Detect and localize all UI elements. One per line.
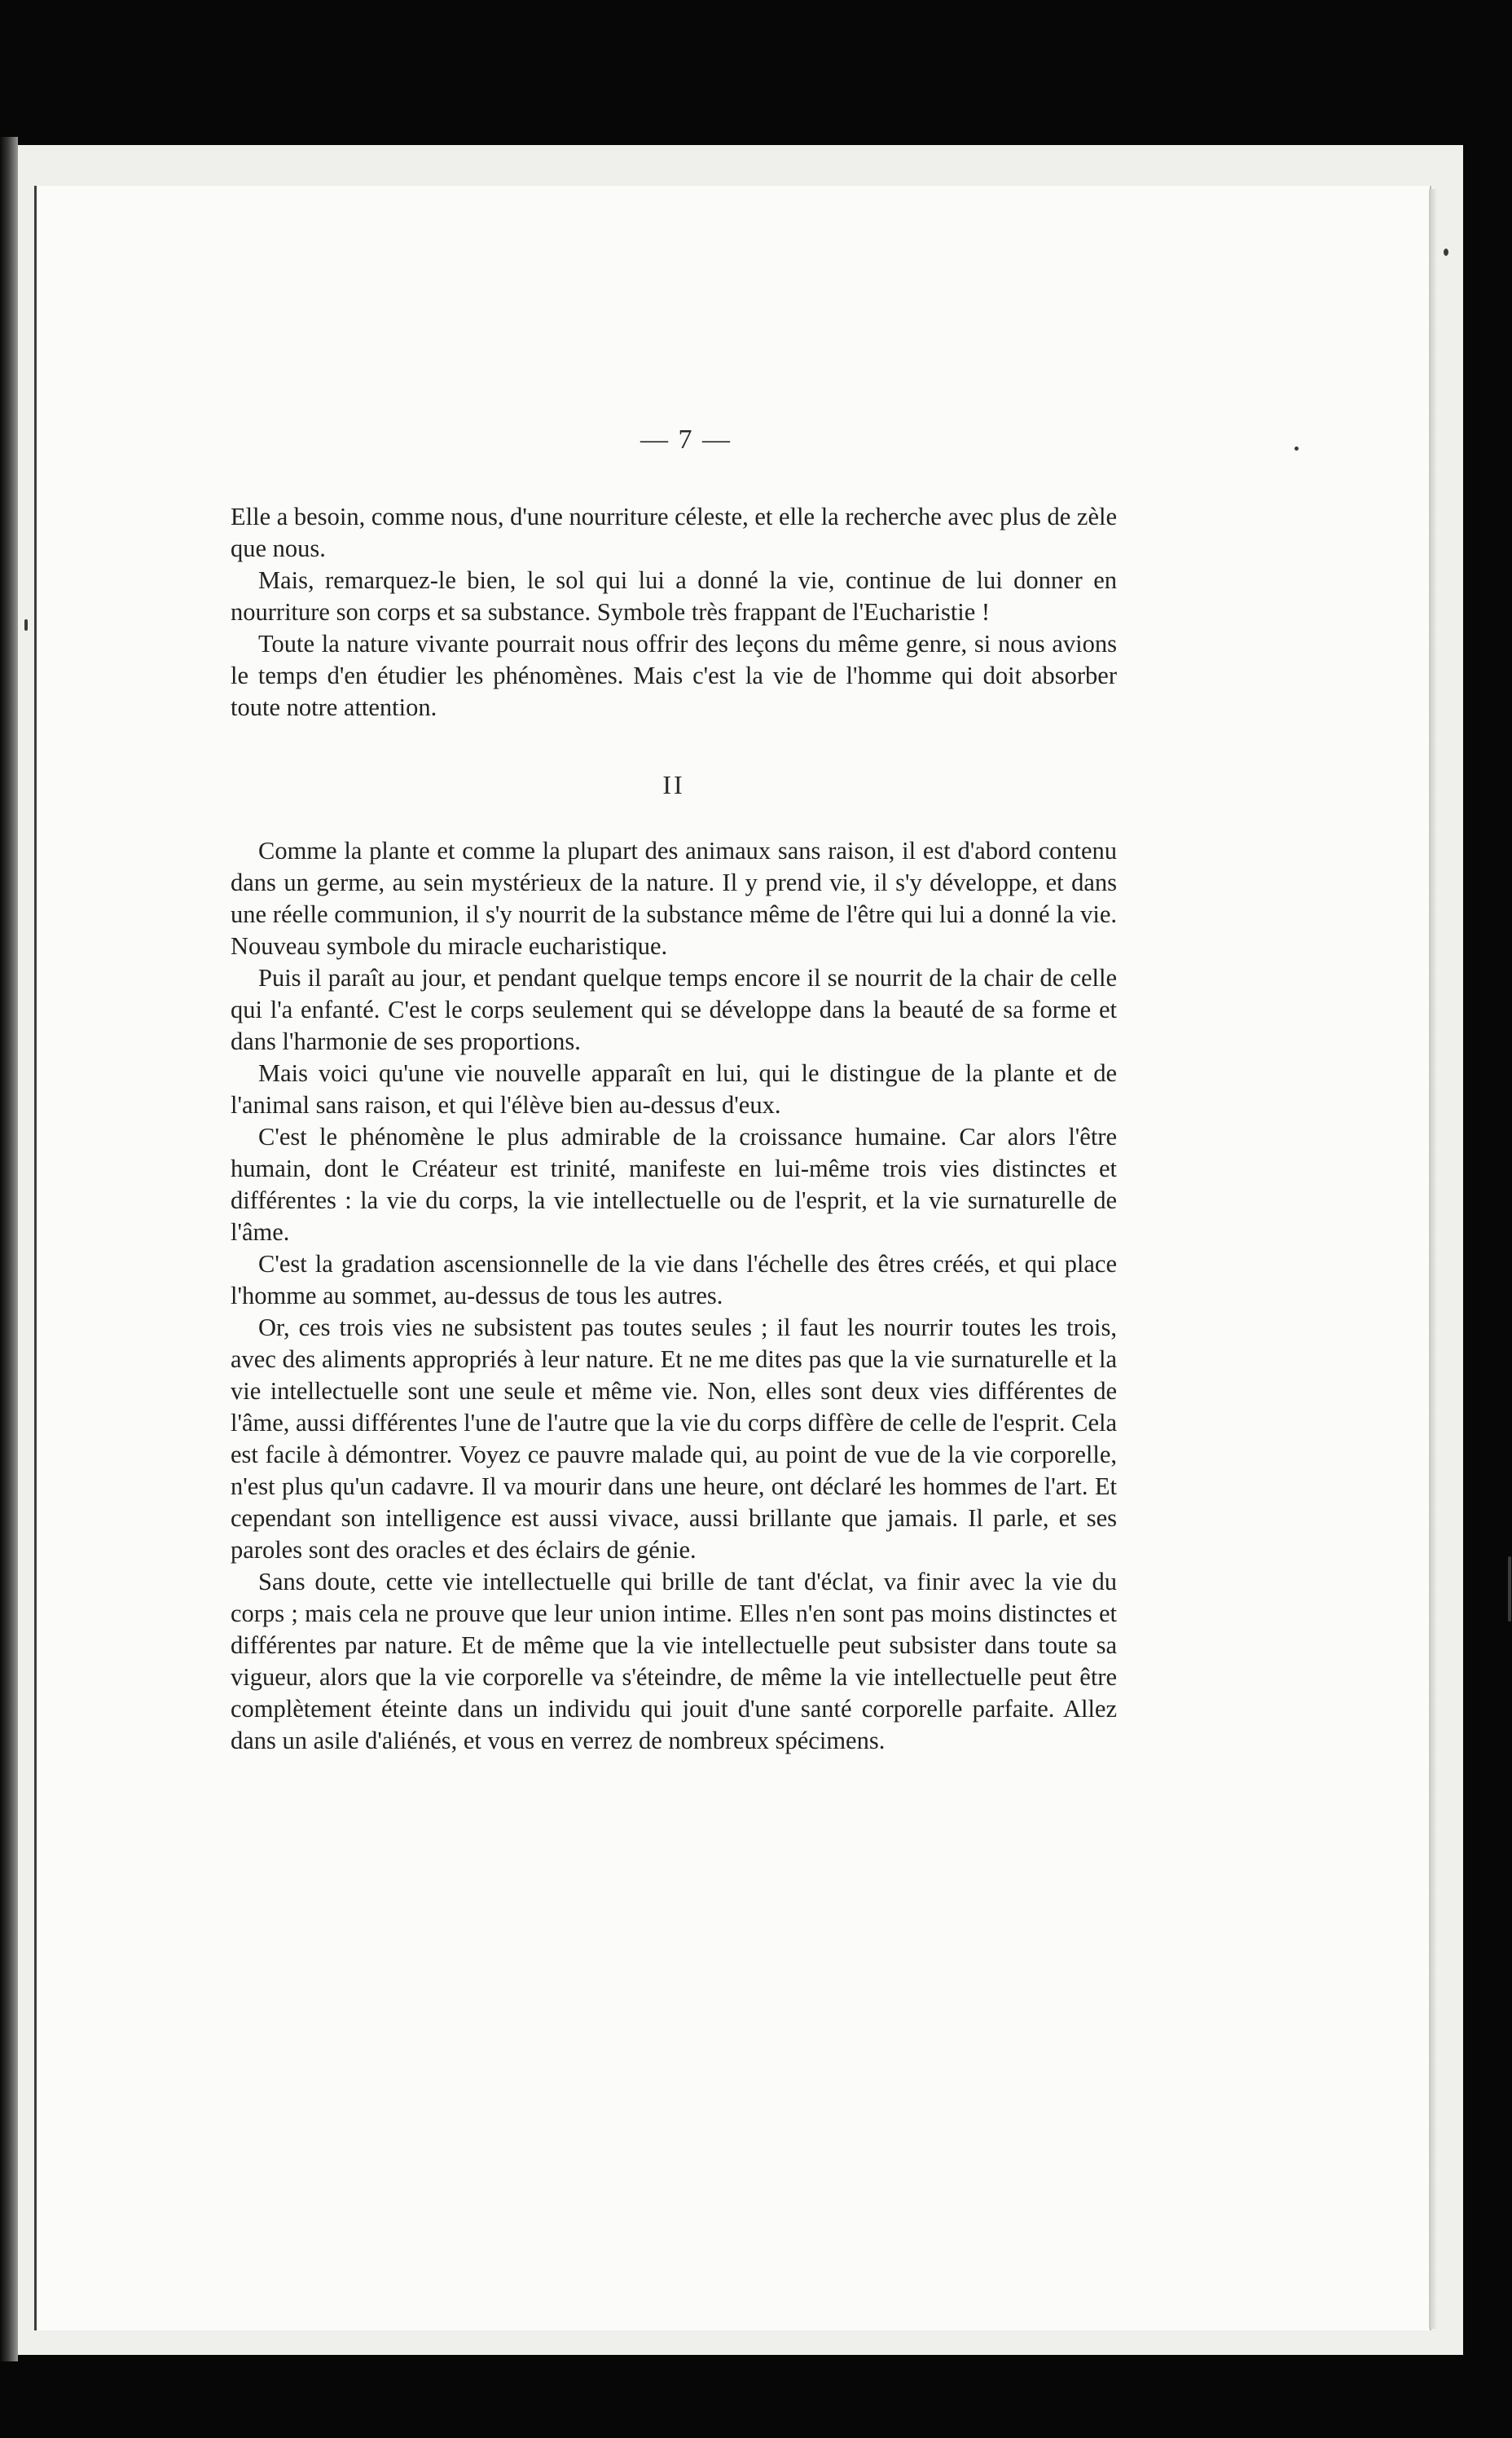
book-binding-edge [0,137,18,2361]
paragraph: Elle a besoin, comme nous, d'une nourriture céleste, et elle la recherche avec plus de zèle que nous. [231,503,1117,562]
paragraph: Puis il paraît au jour, et pendant quelque temps encore il se nourrit de la chair de celle qui l'a enfanté. C'est le corps seulement qui se développe dans la beauté de sa forme et dans l'harmonie de ses proportions. [231,964,1117,1055]
scan-speck [1294,447,1299,451]
paragraph: Mais, remarquez-le bien, le sol qui lui a donné la vie, continue de lui donner en nourriture son corps et sa substance. Symbole très frappant de l'Eucharistie ! [231,566,1117,626]
paragraph: Sans doute, cette vie intellectuelle qui brille de tant d'éclat, va finir avec la vie du corps ; mais cela ne prouve que leur union intime. Elles n'en sont pas moins distinctes et différentes par nature. Et de même que la vie intellectuelle peut subsister dans toute sa vigueur, alors que la vie corporelle va s'éteindre, de même la vie intellectuelle peut être complètement éteinte dans un individu qui jouit d'une santé corporelle parfaite. Allez dans un asile d'aliénés, et vous en verrez de nombreux spécimens. [231,1568,1117,1754]
scan-speck [24,619,28,631]
paragraph: Comme la plante et comme la plupart des animaux sans raison, il est d'abord contenu dans un germe, au sein mystérieux de la nature. Il y prend vie, il s'y développe, et dans une réelle communion, il s'y nourrit de la substance même de l'être qui lui a donné la vie. Nouveau symbole du miracle eucharistique. [231,837,1117,960]
page-edge-shadow [1429,189,1437,2329]
scan-speck [1444,249,1448,256]
paragraph: Toute la nature vivante pourrait nous offrir des leçons du même genre, si nous avions le temps d'en étudier les phénomènes. Mais c'est la vie de l'homme qui doit absorber toute notre attention. [231,630,1117,721]
scan-speck [1508,1556,1511,1622]
paragraph: Mais voici qu'une vie nouvelle apparaît en lui, qui le distingue de la plante et de l'animal sans raison, et qui l'élève bien au-dessus d'eux. [231,1059,1117,1119]
paragraph: C'est la gradation ascensionnelle de la vie dans l'échelle des êtres créés, et qui place l'homme au sommet, au-dessus de tous les autres. [231,1250,1117,1309]
paragraph: Or, ces trois vies ne subsistent pas toutes seules ; il faut les nourrir toutes les trois, avec des aliments appropriés à leur nature. Et ne me dites pas que la vie surnaturelle et la vie intellectuelle sont une seule et même vie. Non, elles sont deux vies différentes de l'âme, aussi différentes l'une de l'autre que la vie du corps diffère de celle de l'esprit. Cela est facile à démontrer. Voyez ce pauvre malade qui, au point de vue de la vie corporelle, n'est plus qu'un cadavre. Il va mourir dans une heure, ont déclaré les hommes de l'art. Et cependant son intelligence est aussi vivace, aussi brillante que jamais. Il parle, et ses paroles sont des oracles et des éclairs de génie. [231,1314,1117,1564]
page-text-block [231,424,1117,1757]
section-heading: II [662,770,685,799]
page-number: — 7 — [640,425,732,455]
paragraph: C'est le phénomène le plus admirable de la croissance humaine. Car alors l'être humain, dont le Créateur est trinité, manifeste en lui-même trois vies distinctes et différentes : la vie du corps, la vie intellectuelle ou de l'esprit, et la vie surnaturelle de l'âme. [231,1123,1117,1246]
